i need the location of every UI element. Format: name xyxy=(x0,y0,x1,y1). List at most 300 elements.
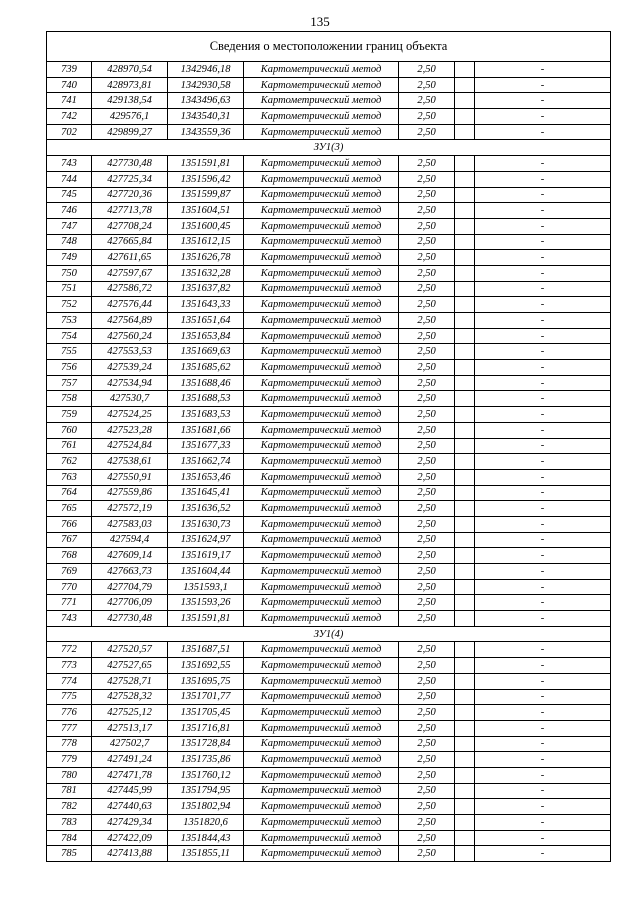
description-cell: - xyxy=(475,360,611,376)
y-coordinate-cell: 1351653,46 xyxy=(168,469,244,485)
x-coordinate-cell: 427527,65 xyxy=(92,658,168,674)
y-coordinate-cell: 1351683,53 xyxy=(168,407,244,423)
method-cell: Картометрический метод xyxy=(244,109,399,125)
description-cell: - xyxy=(475,501,611,517)
x-coordinate-cell: 427539,24 xyxy=(92,360,168,376)
accuracy-cell: 2,50 xyxy=(399,62,455,78)
accuracy-cell: 2,50 xyxy=(399,642,455,658)
extra-cell xyxy=(455,250,475,266)
point-number-cell: 772 xyxy=(47,642,92,658)
accuracy-cell: 2,50 xyxy=(399,234,455,250)
table-row xyxy=(47,642,611,658)
extra-cell xyxy=(455,171,475,187)
method-cell: Картометрический метод xyxy=(244,720,399,736)
table-row xyxy=(47,203,611,219)
accuracy-cell: 2,50 xyxy=(399,454,455,470)
x-coordinate-cell: 427665,84 xyxy=(92,234,168,250)
point-number-cell: 748 xyxy=(47,234,92,250)
table-row xyxy=(47,281,611,297)
point-number-cell: 782 xyxy=(47,799,92,815)
y-coordinate-cell: 1351701,77 xyxy=(168,689,244,705)
description-cell: - xyxy=(475,846,611,862)
description-cell: - xyxy=(475,548,611,564)
extra-cell xyxy=(455,485,475,501)
method-cell: Картометрический метод xyxy=(244,375,399,391)
x-coordinate-cell: 427594,4 xyxy=(92,532,168,548)
point-number-cell: 745 xyxy=(47,187,92,203)
y-coordinate-cell: 1351688,46 xyxy=(168,375,244,391)
section-label: ЗУ1(3) xyxy=(47,140,611,156)
method-cell: Картометрический метод xyxy=(244,422,399,438)
y-coordinate-cell: 1351662,74 xyxy=(168,454,244,470)
point-number-cell: 771 xyxy=(47,595,92,611)
table-row xyxy=(47,783,611,799)
extra-cell xyxy=(455,328,475,344)
y-coordinate-cell: 1351844,43 xyxy=(168,830,244,846)
accuracy-cell: 2,50 xyxy=(399,658,455,674)
table-row xyxy=(47,548,611,564)
accuracy-cell: 2,50 xyxy=(399,783,455,799)
extra-cell xyxy=(455,611,475,627)
accuracy-cell: 2,50 xyxy=(399,595,455,611)
description-cell: - xyxy=(475,297,611,313)
y-coordinate-cell: 1351593,26 xyxy=(168,595,244,611)
table-row xyxy=(47,736,611,752)
extra-cell xyxy=(455,109,475,125)
table-row xyxy=(47,313,611,329)
method-cell: Картометрический метод xyxy=(244,469,399,485)
accuracy-cell: 2,50 xyxy=(399,830,455,846)
extra-cell xyxy=(455,234,475,250)
point-number-cell: 766 xyxy=(47,516,92,532)
description-cell: - xyxy=(475,250,611,266)
point-number-cell: 759 xyxy=(47,407,92,423)
accuracy-cell: 2,50 xyxy=(399,673,455,689)
y-coordinate-cell: 1351651,64 xyxy=(168,313,244,329)
description-cell: - xyxy=(475,469,611,485)
method-cell: Картометрический метод xyxy=(244,485,399,501)
description-cell: - xyxy=(475,767,611,783)
x-coordinate-cell: 427704,79 xyxy=(92,579,168,595)
accuracy-cell: 2,50 xyxy=(399,548,455,564)
section-header-row xyxy=(47,140,611,156)
y-coordinate-cell: 1351619,17 xyxy=(168,548,244,564)
x-coordinate-cell: 427560,24 xyxy=(92,328,168,344)
table-row xyxy=(47,391,611,407)
y-coordinate-cell: 1351692,55 xyxy=(168,658,244,674)
method-cell: Картометрический метод xyxy=(244,516,399,532)
description-cell: - xyxy=(475,187,611,203)
x-coordinate-cell: 427597,67 xyxy=(92,265,168,281)
description-cell: - xyxy=(475,171,611,187)
method-cell: Картометрический метод xyxy=(244,218,399,234)
table-row xyxy=(47,595,611,611)
point-number-cell: 763 xyxy=(47,469,92,485)
accuracy-cell: 2,50 xyxy=(399,250,455,266)
description-cell: - xyxy=(475,658,611,674)
method-cell: Картометрический метод xyxy=(244,501,399,517)
method-cell: Картометрический метод xyxy=(244,454,399,470)
method-cell: Картометрический метод xyxy=(244,171,399,187)
description-cell: - xyxy=(475,218,611,234)
x-coordinate-cell: 427528,32 xyxy=(92,689,168,705)
y-coordinate-cell: 1351653,84 xyxy=(168,328,244,344)
accuracy-cell: 2,50 xyxy=(399,689,455,705)
point-number-cell: 747 xyxy=(47,218,92,234)
description-cell: - xyxy=(475,752,611,768)
point-number-cell: 767 xyxy=(47,532,92,548)
description-cell: - xyxy=(475,783,611,799)
x-coordinate-cell: 427559,86 xyxy=(92,485,168,501)
extra-cell xyxy=(455,93,475,109)
description-cell: - xyxy=(475,454,611,470)
y-coordinate-cell: 1351735,86 xyxy=(168,752,244,768)
table-row xyxy=(47,93,611,109)
point-number-cell: 765 xyxy=(47,501,92,517)
description-cell: - xyxy=(475,689,611,705)
method-cell: Картометрический метод xyxy=(244,532,399,548)
table-row xyxy=(47,187,611,203)
extra-cell xyxy=(455,799,475,815)
x-coordinate-cell: 427534,94 xyxy=(92,375,168,391)
method-cell: Картометрический метод xyxy=(244,611,399,627)
point-number-cell: 777 xyxy=(47,720,92,736)
point-number-cell: 775 xyxy=(47,689,92,705)
x-coordinate-cell: 427725,34 xyxy=(92,171,168,187)
x-coordinate-cell: 427530,7 xyxy=(92,391,168,407)
x-coordinate-cell: 427583,03 xyxy=(92,516,168,532)
table-row xyxy=(47,62,611,78)
y-coordinate-cell: 1351591,81 xyxy=(168,611,244,627)
table-row xyxy=(47,344,611,360)
y-coordinate-cell: 1351728,84 xyxy=(168,736,244,752)
accuracy-cell: 2,50 xyxy=(399,218,455,234)
y-coordinate-cell: 1351600,45 xyxy=(168,218,244,234)
y-coordinate-cell: 1351630,73 xyxy=(168,516,244,532)
point-number-cell: 743 xyxy=(47,156,92,172)
method-cell: Картометрический метод xyxy=(244,595,399,611)
point-number-cell: 741 xyxy=(47,93,92,109)
table-row xyxy=(47,830,611,846)
accuracy-cell: 2,50 xyxy=(399,265,455,281)
table-row xyxy=(47,485,611,501)
extra-cell xyxy=(455,532,475,548)
table-row xyxy=(47,234,611,250)
point-number-cell: 780 xyxy=(47,767,92,783)
accuracy-cell: 2,50 xyxy=(399,93,455,109)
extra-cell xyxy=(455,815,475,831)
table-row xyxy=(47,360,611,376)
y-coordinate-cell: 1351681,66 xyxy=(168,422,244,438)
accuracy-cell: 2,50 xyxy=(399,736,455,752)
x-coordinate-cell: 427524,84 xyxy=(92,438,168,454)
x-coordinate-cell: 427513,17 xyxy=(92,720,168,736)
x-coordinate-cell: 429138,54 xyxy=(92,93,168,109)
table-title-row xyxy=(47,32,611,62)
x-coordinate-cell: 427663,73 xyxy=(92,564,168,580)
y-coordinate-cell: 1351636,52 xyxy=(168,501,244,517)
extra-cell xyxy=(455,846,475,862)
method-cell: Картометрический метод xyxy=(244,658,399,674)
extra-cell xyxy=(455,265,475,281)
extra-cell xyxy=(455,281,475,297)
extra-cell xyxy=(455,156,475,172)
page-number: 135 xyxy=(310,14,330,29)
description-cell: - xyxy=(475,203,611,219)
point-number-cell: 757 xyxy=(47,375,92,391)
accuracy-cell: 2,50 xyxy=(399,815,455,831)
point-number-cell: 785 xyxy=(47,846,92,862)
method-cell: Картометрический метод xyxy=(244,187,399,203)
x-coordinate-cell: 427422,09 xyxy=(92,830,168,846)
table-row xyxy=(47,328,611,344)
method-cell: Картометрический метод xyxy=(244,799,399,815)
method-cell: Картометрический метод xyxy=(244,265,399,281)
table-row xyxy=(47,532,611,548)
accuracy-cell: 2,50 xyxy=(399,297,455,313)
y-coordinate-cell: 1351716,81 xyxy=(168,720,244,736)
table-row xyxy=(47,705,611,721)
x-coordinate-cell: 427491,24 xyxy=(92,752,168,768)
extra-cell xyxy=(455,218,475,234)
table-row xyxy=(47,77,611,93)
y-coordinate-cell: 1351643,33 xyxy=(168,297,244,313)
extra-cell xyxy=(455,830,475,846)
y-coordinate-cell: 1351688,53 xyxy=(168,391,244,407)
point-number-cell: 746 xyxy=(47,203,92,219)
x-coordinate-cell: 427572,19 xyxy=(92,501,168,517)
extra-cell xyxy=(455,360,475,376)
y-coordinate-cell: 1343540,31 xyxy=(168,109,244,125)
x-coordinate-cell: 427708,24 xyxy=(92,218,168,234)
x-coordinate-cell: 427553,53 xyxy=(92,344,168,360)
method-cell: Картометрический метод xyxy=(244,548,399,564)
point-number-cell: 760 xyxy=(47,422,92,438)
accuracy-cell: 2,50 xyxy=(399,501,455,517)
accuracy-cell: 2,50 xyxy=(399,328,455,344)
y-coordinate-cell: 1351624,97 xyxy=(168,532,244,548)
x-coordinate-cell: 427538,61 xyxy=(92,454,168,470)
accuracy-cell: 2,50 xyxy=(399,77,455,93)
method-cell: Картометрический метод xyxy=(244,62,399,78)
accuracy-cell: 2,50 xyxy=(399,579,455,595)
extra-cell xyxy=(455,62,475,78)
table-row xyxy=(47,815,611,831)
point-number-cell: 762 xyxy=(47,454,92,470)
point-number-cell: 702 xyxy=(47,124,92,140)
x-coordinate-cell: 427502,7 xyxy=(92,736,168,752)
extra-cell xyxy=(455,767,475,783)
point-number-cell: 761 xyxy=(47,438,92,454)
x-coordinate-cell: 427525,12 xyxy=(92,705,168,721)
x-coordinate-cell: 427611,65 xyxy=(92,250,168,266)
point-number-cell: 743 xyxy=(47,611,92,627)
description-cell: - xyxy=(475,124,611,140)
table-row xyxy=(47,752,611,768)
x-coordinate-cell: 427440,63 xyxy=(92,799,168,815)
point-number-cell: 756 xyxy=(47,360,92,376)
method-cell: Картометрический метод xyxy=(244,328,399,344)
description-cell: - xyxy=(475,234,611,250)
x-coordinate-cell: 429899,27 xyxy=(92,124,168,140)
table-row xyxy=(47,846,611,862)
method-cell: Картометрический метод xyxy=(244,736,399,752)
accuracy-cell: 2,50 xyxy=(399,720,455,736)
table-row xyxy=(47,265,611,281)
method-cell: Картометрический метод xyxy=(244,77,399,93)
point-number-cell: 742 xyxy=(47,109,92,125)
extra-cell xyxy=(455,736,475,752)
method-cell: Картометрический метод xyxy=(244,281,399,297)
description-cell: - xyxy=(475,391,611,407)
extra-cell xyxy=(455,501,475,517)
description-cell: - xyxy=(475,93,611,109)
table-row xyxy=(47,171,611,187)
y-coordinate-cell: 1351705,45 xyxy=(168,705,244,721)
extra-cell xyxy=(455,124,475,140)
table-row xyxy=(47,799,611,815)
point-number-cell: 781 xyxy=(47,783,92,799)
table-row xyxy=(47,438,611,454)
description-cell: - xyxy=(475,109,611,125)
method-cell: Картометрический метод xyxy=(244,234,399,250)
accuracy-cell: 2,50 xyxy=(399,156,455,172)
y-coordinate-cell: 1351820,6 xyxy=(168,815,244,831)
y-coordinate-cell: 1351760,12 xyxy=(168,767,244,783)
table-row xyxy=(47,454,611,470)
table-row xyxy=(47,407,611,423)
accuracy-cell: 2,50 xyxy=(399,469,455,485)
method-cell: Картометрический метод xyxy=(244,767,399,783)
extra-cell xyxy=(455,313,475,329)
extra-cell xyxy=(455,720,475,736)
description-cell: - xyxy=(475,62,611,78)
point-number-cell: 744 xyxy=(47,171,92,187)
description-cell: - xyxy=(475,532,611,548)
method-cell: Картометрический метод xyxy=(244,93,399,109)
accuracy-cell: 2,50 xyxy=(399,422,455,438)
x-coordinate-cell: 427730,48 xyxy=(92,156,168,172)
y-coordinate-cell: 1351802,94 xyxy=(168,799,244,815)
y-coordinate-cell: 1351604,51 xyxy=(168,203,244,219)
method-cell: Картометрический метод xyxy=(244,250,399,266)
x-coordinate-cell: 427523,28 xyxy=(92,422,168,438)
point-number-cell: 769 xyxy=(47,564,92,580)
y-coordinate-cell: 1351685,62 xyxy=(168,360,244,376)
x-coordinate-cell: 429576,1 xyxy=(92,109,168,125)
description-cell: - xyxy=(475,313,611,329)
section-header-row xyxy=(47,626,611,642)
point-number-cell: 778 xyxy=(47,736,92,752)
description-cell: - xyxy=(475,77,611,93)
accuracy-cell: 2,50 xyxy=(399,281,455,297)
description-cell: - xyxy=(475,156,611,172)
extra-cell xyxy=(455,642,475,658)
y-coordinate-cell: 1351687,51 xyxy=(168,642,244,658)
method-cell: Картометрический метод xyxy=(244,579,399,595)
x-coordinate-cell: 427586,72 xyxy=(92,281,168,297)
description-cell: - xyxy=(475,375,611,391)
table-row xyxy=(47,501,611,517)
accuracy-cell: 2,50 xyxy=(399,532,455,548)
extra-cell xyxy=(455,391,475,407)
point-number-cell: 755 xyxy=(47,344,92,360)
x-coordinate-cell: 427730,48 xyxy=(92,611,168,627)
point-number-cell: 751 xyxy=(47,281,92,297)
point-number-cell: 758 xyxy=(47,391,92,407)
table-row xyxy=(47,156,611,172)
accuracy-cell: 2,50 xyxy=(399,375,455,391)
description-cell: - xyxy=(475,422,611,438)
accuracy-cell: 2,50 xyxy=(399,313,455,329)
point-number-cell: 752 xyxy=(47,297,92,313)
y-coordinate-cell: 1351599,87 xyxy=(168,187,244,203)
y-coordinate-cell: 1351612,15 xyxy=(168,234,244,250)
table-title: Сведения о местоположении границ объекта xyxy=(47,32,611,62)
method-cell: Картометрический метод xyxy=(244,297,399,313)
y-coordinate-cell: 1351604,44 xyxy=(168,564,244,580)
accuracy-cell: 2,50 xyxy=(399,391,455,407)
accuracy-cell: 2,50 xyxy=(399,516,455,532)
description-cell: - xyxy=(475,830,611,846)
extra-cell xyxy=(455,564,475,580)
table-row xyxy=(47,564,611,580)
accuracy-cell: 2,50 xyxy=(399,611,455,627)
table-row xyxy=(47,250,611,266)
table-row xyxy=(47,767,611,783)
method-cell: Картометрический метод xyxy=(244,203,399,219)
method-cell: Картометрический метод xyxy=(244,642,399,658)
description-cell: - xyxy=(475,281,611,297)
method-cell: Картометрический метод xyxy=(244,705,399,721)
x-coordinate-cell: 427429,34 xyxy=(92,815,168,831)
table-row xyxy=(47,297,611,313)
description-cell: - xyxy=(475,265,611,281)
x-coordinate-cell: 427528,71 xyxy=(92,673,168,689)
description-cell: - xyxy=(475,642,611,658)
x-coordinate-cell: 427445,99 xyxy=(92,783,168,799)
x-coordinate-cell: 427471,78 xyxy=(92,767,168,783)
method-cell: Картометрический метод xyxy=(244,783,399,799)
extra-cell xyxy=(455,783,475,799)
y-coordinate-cell: 1342946,18 xyxy=(168,62,244,78)
x-coordinate-cell: 427524,25 xyxy=(92,407,168,423)
description-cell: - xyxy=(475,673,611,689)
point-number-cell: 754 xyxy=(47,328,92,344)
x-coordinate-cell: 427609,14 xyxy=(92,548,168,564)
method-cell: Картометрический метод xyxy=(244,313,399,329)
table-row xyxy=(47,720,611,736)
extra-cell xyxy=(455,187,475,203)
method-cell: Картометрический метод xyxy=(244,830,399,846)
description-cell: - xyxy=(475,564,611,580)
table-row xyxy=(47,516,611,532)
table-row xyxy=(47,611,611,627)
table-row xyxy=(47,109,611,125)
point-number-cell: 768 xyxy=(47,548,92,564)
extra-cell xyxy=(455,422,475,438)
extra-cell xyxy=(455,375,475,391)
accuracy-cell: 2,50 xyxy=(399,485,455,501)
accuracy-cell: 2,50 xyxy=(399,438,455,454)
y-coordinate-cell: 1342930,58 xyxy=(168,77,244,93)
description-cell: - xyxy=(475,344,611,360)
accuracy-cell: 2,50 xyxy=(399,124,455,140)
x-coordinate-cell: 427720,36 xyxy=(92,187,168,203)
point-number-cell: 776 xyxy=(47,705,92,721)
y-coordinate-cell: 1343559,36 xyxy=(168,124,244,140)
description-cell: - xyxy=(475,611,611,627)
